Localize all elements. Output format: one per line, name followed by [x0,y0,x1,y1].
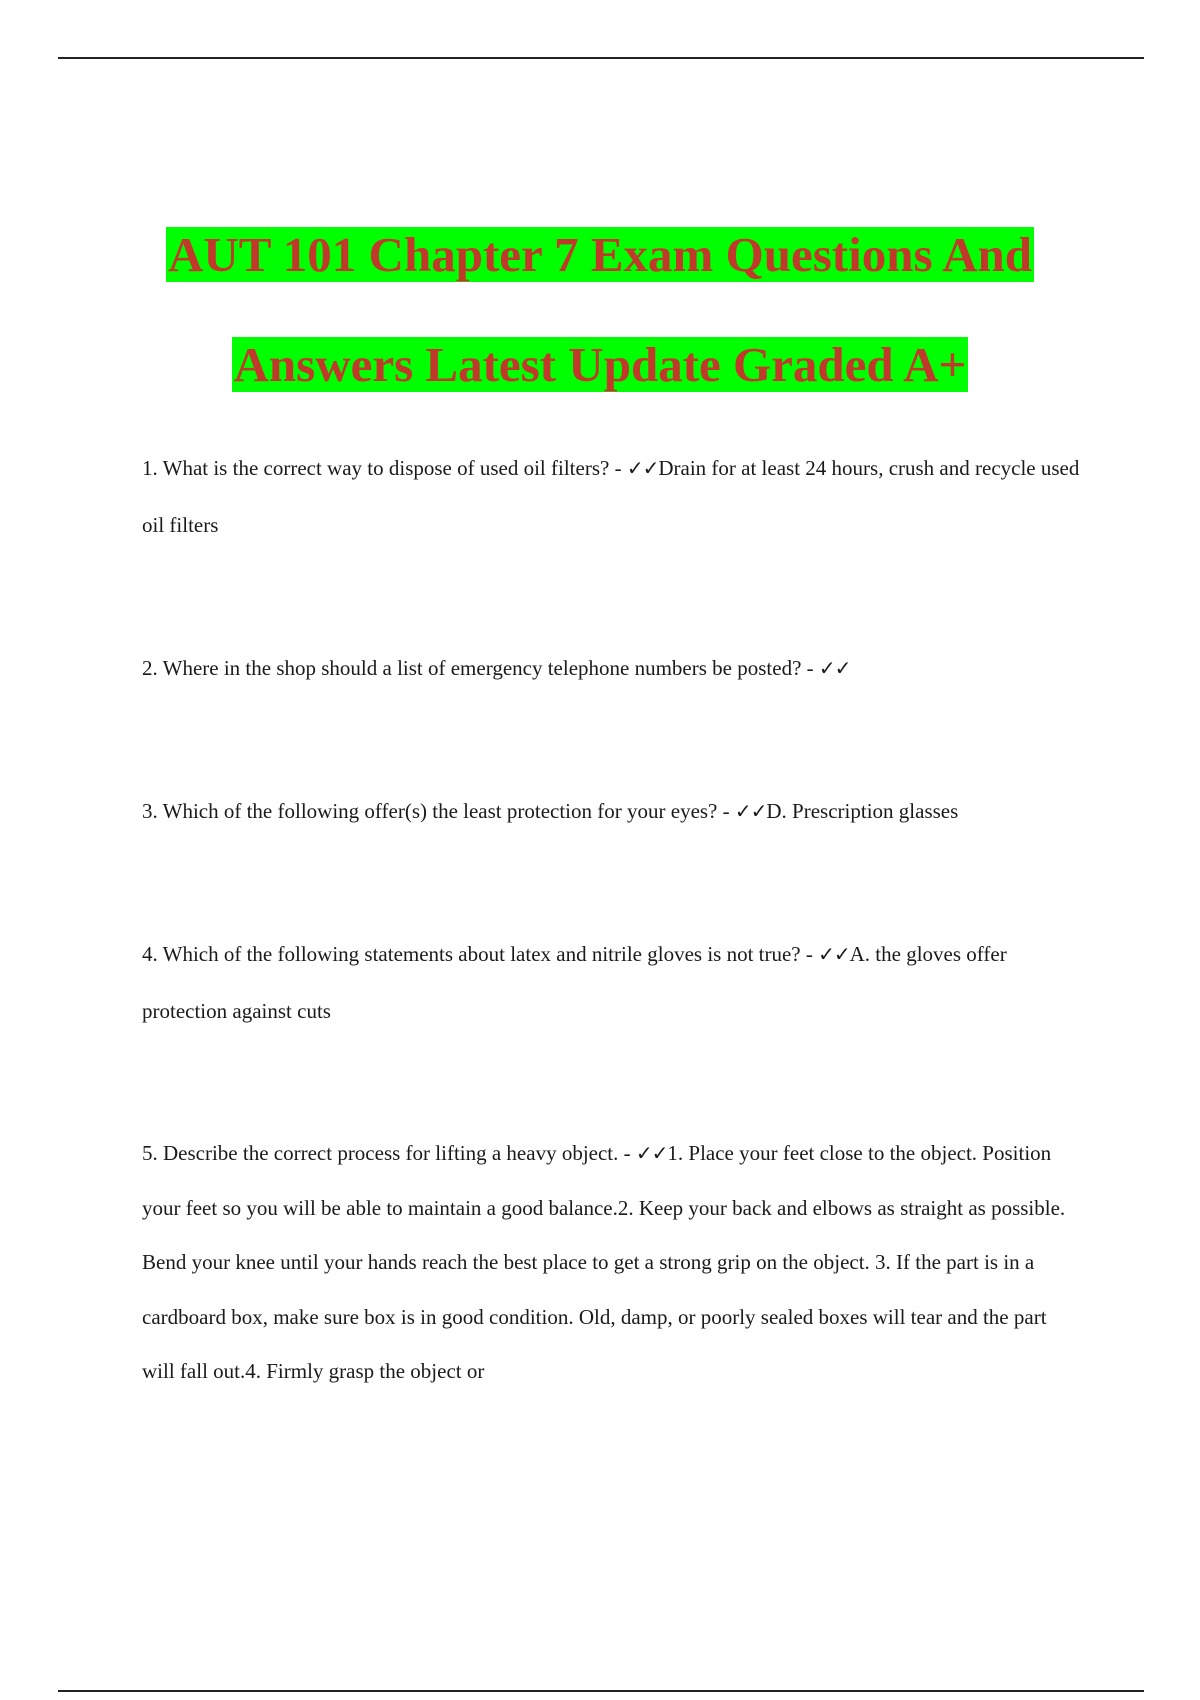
question-text: 3. Which of the following offer(s) the least protection for your eyes? - [142,799,735,823]
question-text: 2. Where in the shop should a list of emergency telephone numbers be posted? - [142,656,819,680]
checkmark-icon: ✓✓ [734,799,767,823]
question-text: 5. Describe the correct process for lifting a heavy object. - [142,1141,636,1165]
question-text: 1. What is the correct way to dispose of used oil filters? - [142,456,627,480]
qa-item-2 [142,640,1082,697]
bottom-rule [58,1690,1144,1692]
title-line-1: AUT 101 Chapter 7 Exam Questions And [167,227,1032,282]
question-text: 4. Which of the following statements about latex and nitrile gloves is not true? - [142,942,819,966]
qa-item-4 [142,926,1082,1040]
answer-text: Drain for at least 24 hours, crush and recycle used oil filters [142,456,1080,537]
checkmark-icon: ✓✓ [818,942,850,966]
document-title [0,200,1200,420]
qa-list [142,440,1082,1399]
answer-text: 1. Place your feet close to the object. Position your feet so you will be able to maintain a good balance.2. Keep your back and elbows as straight as possible. Bend your knee until your hands reach the best place to get a strong grip on the object. 3. If the part is in a cardboard box, make sure box is in good condition. Old, damp, or poorly sealed boxes will tear and the part will fall out.4. Firmly grasp the object or [142,1141,1066,1383]
qa-item-3 [142,783,1082,840]
qa-item-1 [142,440,1082,554]
top-rule [58,57,1144,59]
qa-item-5 [142,1126,1082,1399]
title-line-2: Answers Latest Update Graded A+ [233,337,967,392]
checkmark-icon: ✓✓ [635,1141,668,1165]
checkmark-icon: ✓✓ [626,456,659,480]
answer-text: A. the gloves offer protection against cuts [142,942,1007,1023]
answer-text: D. Prescription glasses [766,799,959,823]
checkmark-icon: ✓✓ [818,656,851,680]
